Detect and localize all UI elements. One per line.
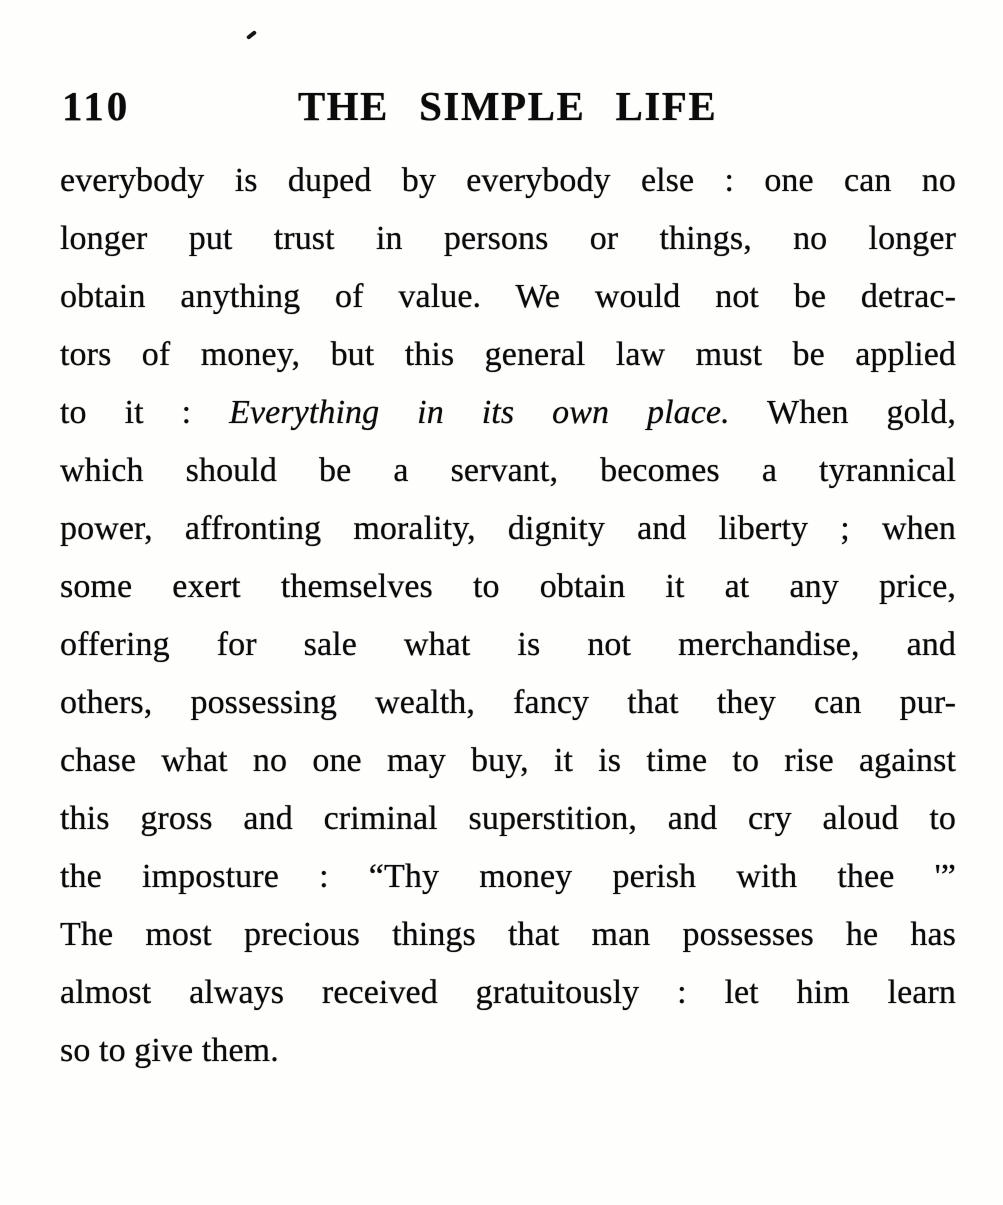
text-line: the imposture : “Thy money perish with thee '” [60, 858, 956, 895]
text-line: longer put trust in persons or things, no longer [60, 220, 956, 257]
text-line: offering for sale what is not merchandise, and [60, 626, 956, 663]
text-line: others, possessing wealth, fancy that they can pur- [60, 684, 956, 721]
text-segment: to it : [60, 394, 230, 431]
page-number: 110 [62, 83, 131, 129]
text-line: so to give them. [60, 1032, 279, 1069]
text-line: some exert themselves to obtain it at any price, [60, 568, 956, 605]
text-line: almost always received gratuitously : let him learn [60, 974, 956, 1011]
text-line: power, affronting morality, dignity and liberty ; when [60, 510, 956, 547]
text-line [60, 384, 956, 442]
italic-phrase: Everything in its own place. [229, 394, 730, 431]
text-line: obtain anything of value. We would not be detrac- [60, 278, 956, 315]
text-line: everybody is duped by everybody else : one can no [60, 162, 956, 199]
text-line: which should be a servant, becomes a tyrannical [60, 452, 956, 489]
page-header [60, 82, 955, 130]
text-line: The most precious things that man possesses he has [60, 916, 956, 953]
page-body [60, 152, 956, 1080]
text-line: chase what no one may buy, it is time to rise against [60, 742, 956, 779]
stray-ink-mark [246, 30, 257, 40]
running-title: THE SIMPLE LIFE [297, 83, 718, 129]
text-segment: When gold, [729, 394, 957, 431]
text-line: this gross and criminal superstition, and cry aloud to [60, 800, 956, 837]
text-line: tors of money, but this general law must be applied [60, 336, 956, 373]
